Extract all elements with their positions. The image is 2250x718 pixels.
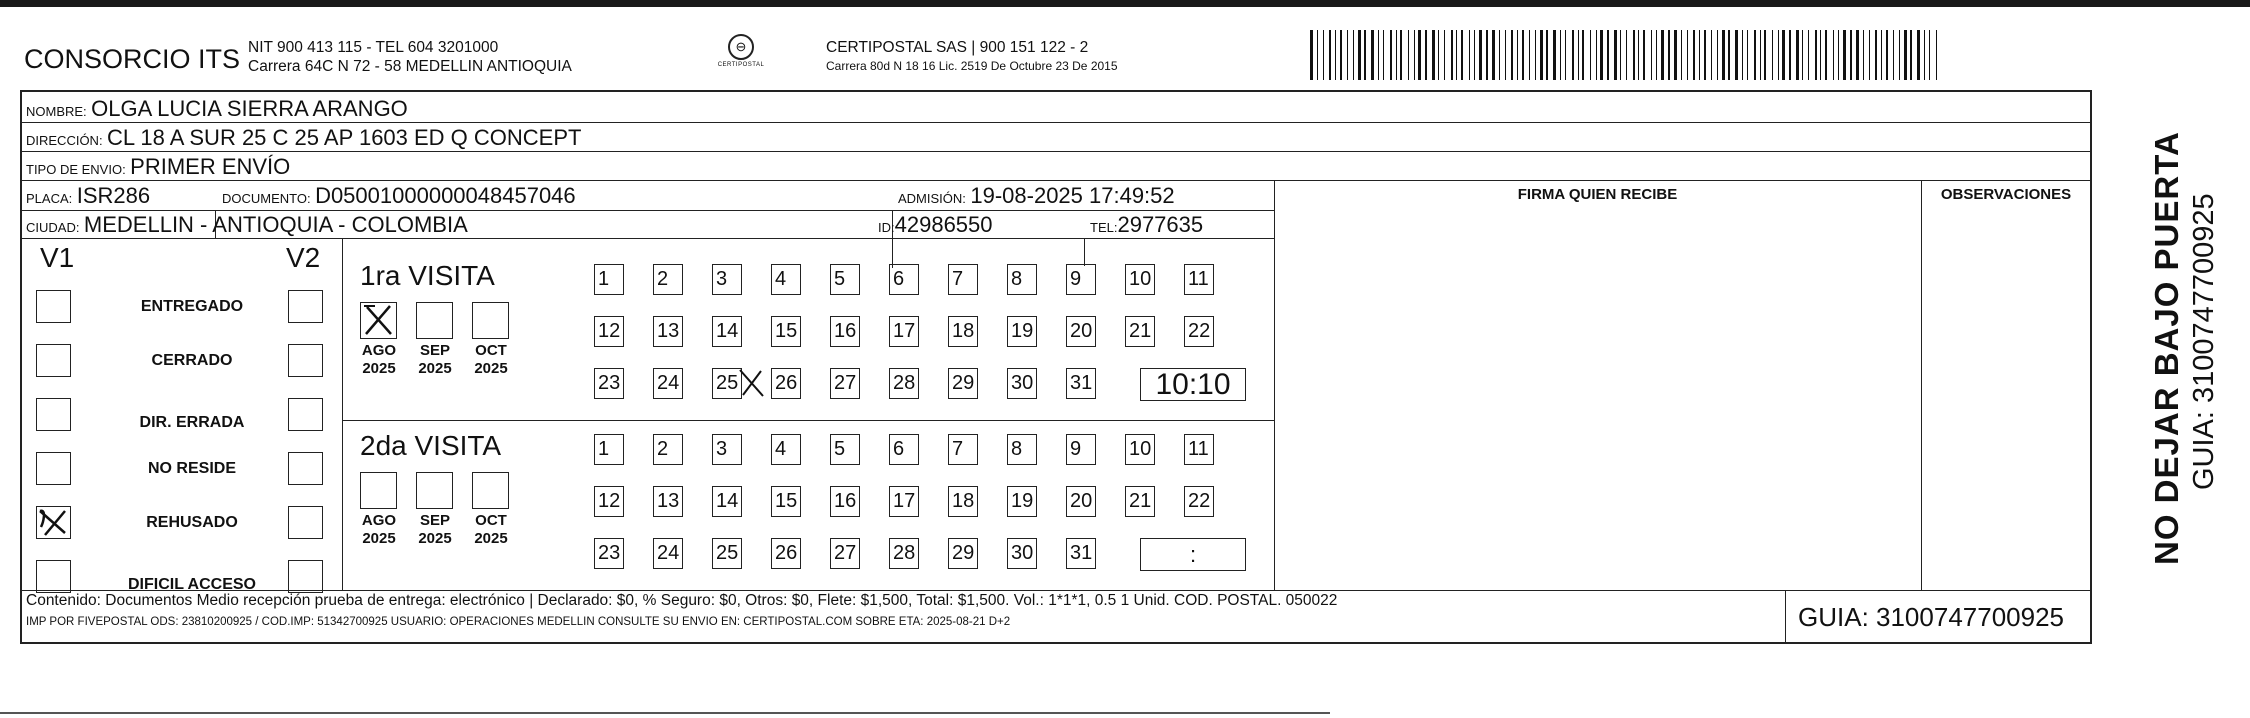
placa-row [26, 183, 150, 209]
nombre-label: NOMBRE: [26, 104, 87, 119]
first-visit-title: 1ra VISITA [360, 260, 495, 291]
first-day-box[interactable]: 18 [948, 316, 978, 347]
second-day-box[interactable]: 7 [948, 434, 978, 465]
second-day-box[interactable]: 17 [889, 486, 919, 517]
second-day-box[interactable]: 1 [594, 434, 624, 465]
id-row [878, 212, 993, 238]
first-day-box[interactable]: 11 [1184, 264, 1214, 295]
documento-label: DOCUMENTO: [222, 191, 311, 206]
ciudad-label: CIUDAD: [26, 220, 80, 235]
placa-label: PLACA: [26, 191, 73, 206]
v2-checkbox[interactable] [288, 506, 323, 539]
first-day-box[interactable]: 17 [889, 316, 919, 347]
certipostal-logo [713, 34, 769, 68]
second-day-box[interactable]: 28 [889, 538, 919, 569]
first-month-label: OCT 2025 [474, 342, 508, 377]
second-day-box[interactable]: 4 [771, 434, 801, 465]
v1-checkbox[interactable] [36, 560, 71, 593]
second-day-box[interactable]: 8 [1007, 434, 1037, 465]
second-day-box[interactable]: 10 [1125, 434, 1155, 465]
first-day-box[interactable]: 24 [653, 368, 683, 399]
status-label: DIFICIL ACCESO [127, 576, 256, 593]
second-day-box[interactable]: 19 [1007, 486, 1037, 517]
footer-content-line: Contenido: Documentos Medio recepción prueba de entrega: electrónico | Declarado: $0, % Seguro: $0, Otros: $0, Flete: $1,500, Total: $1,500. Vol.: 1*1*1, 0.5 1 Unid. COD. POSTAL. 050022 [26, 592, 1338, 609]
side-guia: GUIA: 3100747700925 [2188, 193, 2220, 490]
v2-checkbox[interactable] [288, 290, 323, 323]
first-month-checkbox[interactable] [360, 302, 397, 339]
first-day-box[interactable]: 5 [830, 264, 860, 295]
first-day-box[interactable]: 4 [771, 264, 801, 295]
first-month-label: SEP 2025 [418, 342, 452, 377]
ciudad-value: MEDELLIN - ANTIOQUIA - COLOMBIA [83, 212, 468, 237]
tel-value: 2977635 [1117, 212, 1204, 237]
second-day-box[interactable]: 5 [830, 434, 860, 465]
v2-label: V2 [286, 242, 321, 273]
top-border [0, 0, 2250, 7]
nombre-row [26, 96, 408, 122]
tel-row [1090, 212, 1203, 238]
first-month-checkbox[interactable] [472, 302, 509, 339]
v1-checkbox[interactable] [36, 344, 71, 377]
first-day-box[interactable]: 29 [948, 368, 978, 399]
footer-guia: GUIA: 3100747700925 [1798, 602, 2064, 632]
first-day-box[interactable]: 27 [830, 368, 860, 399]
first-day-box[interactable]: 16 [830, 316, 860, 347]
documento-row [222, 183, 576, 209]
firma-header: FIRMA QUIEN RECIBE [1517, 186, 1678, 203]
direccion-label: DIRECCIÓN: [26, 133, 103, 148]
second-day-box[interactable]: 15 [771, 486, 801, 517]
status-label: NO RESIDE [147, 460, 236, 477]
tipo-value: PRIMER ENVÍO [130, 154, 291, 179]
second-month-label: OCT 2025 [474, 512, 508, 547]
v2-checkbox[interactable] [288, 452, 323, 485]
first-time-box[interactable]: 10:10 [1140, 368, 1246, 401]
v2-checkbox[interactable] [288, 344, 323, 377]
status-label: CERRADO [151, 352, 233, 369]
v2-checkbox[interactable] [288, 398, 323, 431]
direccion-value: CL 18 A SUR 25 C 25 AP 1603 ED Q CONCEPT [107, 125, 582, 150]
tipo-row [26, 154, 290, 180]
nombre-value: OLGA LUCIA SIERRA ARANGO [91, 96, 408, 121]
v1-checkbox[interactable] [36, 506, 71, 539]
second-day-box[interactable]: 6 [889, 434, 919, 465]
second-day-box[interactable]: 3 [712, 434, 742, 465]
id-value: 42986550 [894, 212, 993, 237]
company-info [248, 38, 572, 76]
first-day-box[interactable]: 1 [594, 264, 624, 295]
documento-value: D05001000000048457046 [315, 183, 576, 208]
first-day-box[interactable]: 26 [771, 368, 801, 399]
id-label: ID: [878, 220, 895, 235]
first-day-box[interactable]: 6 [889, 264, 919, 295]
v1-checkbox[interactable] [36, 290, 71, 323]
status-label: REHUSADO [146, 514, 238, 531]
delivery-form [20, 90, 2092, 644]
second-day-box[interactable]: 24 [653, 538, 683, 569]
v1-label: V1 [40, 242, 75, 273]
second-day-box[interactable]: 26 [771, 538, 801, 569]
first-day-box[interactable]: 9 [1066, 264, 1096, 295]
first-day-box[interactable]: 30 [1007, 368, 1037, 399]
first-day-box[interactable]: 31 [1066, 368, 1096, 399]
first-day-box[interactable]: 3 [712, 264, 742, 295]
second-day-box[interactable]: 21 [1125, 486, 1155, 517]
v2-checkbox[interactable] [288, 560, 323, 593]
second-month-label: SEP 2025 [418, 512, 452, 547]
second-day-box[interactable]: 25 [712, 538, 742, 569]
first-day-box[interactable]: 28 [889, 368, 919, 399]
status-label: ENTREGADO [140, 298, 244, 315]
second-day-box[interactable]: 16 [830, 486, 860, 517]
direccion-row [26, 125, 581, 151]
second-day-box[interactable]: 30 [1007, 538, 1037, 569]
second-month-label: AGO 2025 [361, 512, 397, 547]
first-day-box[interactable]: 13 [653, 316, 683, 347]
ciudad-row [26, 212, 468, 238]
admision-label: ADMISIÓN: [898, 191, 966, 206]
logo-caption: CERTIPOSTAL [717, 62, 765, 68]
admision-value: 19-08-2025 17:49:52 [970, 183, 1175, 208]
status-label: DIR. ERRADA [139, 414, 245, 431]
second-day-box[interactable]: 29 [948, 538, 978, 569]
first-day-box[interactable]: 25 [712, 368, 742, 399]
second-day-box[interactable]: 12 [594, 486, 624, 517]
barcode [1310, 30, 1937, 80]
first-day-box[interactable]: 10 [1125, 264, 1155, 295]
certipostal-info [826, 38, 1118, 76]
tel-label: TEL: [1090, 220, 1118, 235]
second-day-box[interactable]: 27 [830, 538, 860, 569]
admision-row [898, 183, 1175, 209]
first-day-box[interactable]: 12 [594, 316, 624, 347]
first-month-checkbox[interactable] [416, 302, 453, 339]
second-day-box[interactable]: 22 [1184, 486, 1214, 517]
company-name: CONSORCIO ITS [24, 44, 241, 74]
observaciones-header: OBSERVACIONES [1940, 186, 2072, 203]
first-day-box[interactable]: 19 [1007, 316, 1037, 347]
first-day-box[interactable]: 15 [771, 316, 801, 347]
first-day-box[interactable]: 23 [594, 368, 624, 399]
first-day-box[interactable]: 22 [1184, 316, 1214, 347]
second-month-checkbox[interactable] [360, 472, 397, 509]
v1-checkbox[interactable] [36, 398, 71, 431]
second-day-box[interactable]: 20 [1066, 486, 1096, 517]
placa-value: ISR286 [76, 183, 151, 208]
second-day-box[interactable]: 14 [712, 486, 742, 517]
second-visit-title: 2da VISITA [360, 430, 502, 461]
second-time-box[interactable]: : [1140, 538, 1246, 571]
v1-checkbox[interactable] [36, 452, 71, 485]
first-day-box[interactable]: 7 [948, 264, 978, 295]
second-day-box[interactable]: 31 [1066, 538, 1096, 569]
certipostal-address-line: Carrera 80d N 18 16 Lic. 2519 De Octubre 23 De 2015 [826, 59, 1118, 73]
first-day-box[interactable]: 20 [1066, 316, 1096, 347]
second-month-checkbox[interactable] [472, 472, 509, 509]
second-day-box[interactable]: 13 [653, 486, 683, 517]
bottom-rule [0, 712, 1330, 714]
second-day-box[interactable]: 11 [1184, 434, 1214, 465]
logo-icon: ⊖ [728, 34, 754, 60]
first-day-box[interactable]: 8 [1007, 264, 1037, 295]
first-day-box[interactable]: 14 [712, 316, 742, 347]
address-line: Carrera 64C N 72 - 58 MEDELLIN ANTIOQUIA [248, 58, 572, 75]
first-month-label: AGO 2025 [361, 342, 397, 377]
second-day-box[interactable]: 9 [1066, 434, 1096, 465]
second-day-box[interactable]: 23 [594, 538, 624, 569]
first-day-box[interactable]: 2 [653, 264, 683, 295]
side-warning: NO DEJAR BAJO PUERTA [2148, 131, 2185, 565]
second-day-box[interactable]: 2 [653, 434, 683, 465]
first-day-box[interactable]: 21 [1125, 316, 1155, 347]
second-month-checkbox[interactable] [416, 472, 453, 509]
second-day-box[interactable]: 18 [948, 486, 978, 517]
footer-print-line: IMP POR FIVEPOSTAL ODS: 23810200925 / COD.IMP: 51342700925 USUARIO: OPERACIONES MEDELLIN CONSULTE SU ENVIO EN: CERTIPOSTAL.COM SOBRE ETA: 2025-08-21 D+2 [26, 616, 1011, 628]
certipostal-name-line: CERTIPOSTAL SAS | 900 151 122 - 2 [826, 39, 1089, 56]
tipo-label: TIPO DE ENVIO: [26, 162, 126, 177]
nit-line: NIT 900 413 115 - TEL 604 3201000 [248, 39, 499, 56]
